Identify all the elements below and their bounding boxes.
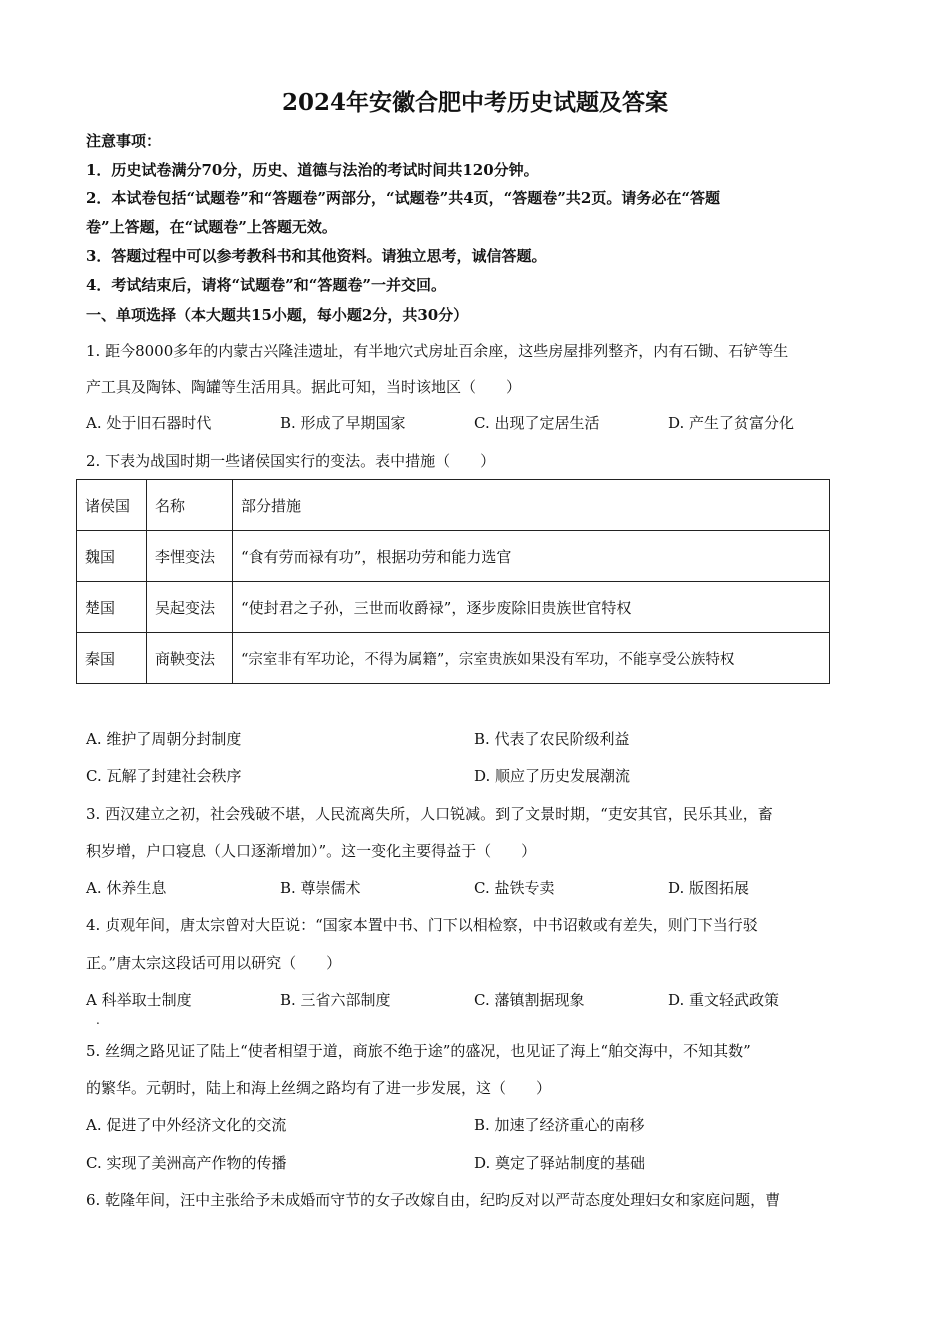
q5-stem-line-2: 的繁华。元朝时，陆上和海上丝绸之路均有了进一步发展，这（ ） [86,1079,552,1097]
q1-option-d: D. 产生了贫富分化 [668,414,795,432]
q4-option-c: C. 藩镇割据现象 [474,991,585,1009]
q1-option-c: C. 出现了定居生活 [474,414,600,432]
notice-item-3: 3．答题过程中可以参考教科书和其他资料。请独立思考，诚信答题。 [86,247,547,265]
q3-option-b: B. 尊崇儒术 [280,879,361,897]
table-row [77,531,830,582]
table-cell: 楚国 [77,582,147,633]
table-cell: “使封君之子孙，三世而收爵禄”，逐步废除旧贵族世官特权 [233,582,830,633]
q3-option-d: D. 版图拓展 [668,879,750,897]
table-row [77,633,830,684]
table-cell: 李悝变法 [147,531,233,582]
table-header-cell: 诸侯国 [77,480,147,531]
table-cell: 吴起变法 [147,582,233,633]
table-row [77,582,830,633]
table-cell: “食有劳而禄有功”，根据功劳和能力选官 [233,531,830,582]
reform-table [76,479,830,684]
q5-option-a: A. 促进了中外经济文化的交流 [86,1116,287,1134]
stray-dot: . [96,1013,100,1027]
q5-option-d: D. 奠定了驿站制度的基础 [474,1154,646,1172]
q2-option-b: B. 代表了农民阶级利益 [474,730,630,748]
table-header-cell: 部分措施 [233,480,830,531]
notice-item-2-cont: 卷”上答题，在“试题卷”上答题无效。 [86,218,337,236]
table-cell: 魏国 [77,531,147,582]
q5-option-b: B. 加速了经济重心的南移 [474,1116,645,1134]
table-cell: “宗室非有军功论，不得为属籍”，宗室贵族如果没有军功，不能享受公族特权 [233,633,830,684]
q1-stem-line-2: 产工具及陶钵、陶罐等生活用具。据此可知，当时该地区（ ） [86,378,522,396]
q1-stem-line-1: 1. 距今8000多年的内蒙古兴隆洼遗址，有半地穴式房址百余座，这些房屋排列整齐，内有石锄、石铲等生 [86,342,789,360]
notice-heading: 注意事项： [86,132,162,150]
table-header-cell: 名称 [147,480,233,531]
q1-option-a: A. 处于旧石器时代 [86,414,212,432]
q2-stem: 2. 下表为战国时期一些诸侯国实行的变法。表中措施（ ） [86,452,496,470]
q4-stem-line-1: 4. 贞观年间，唐太宗曾对大臣说：“国家本置中书、门下以相检察，中书诏敕或有差失，则门下当行驳 [86,916,758,934]
q2-option-a: A. 维护了周朝分封制度 [86,730,242,748]
q3-option-c: C. 盐铁专卖 [474,879,555,897]
q2-option-d: D. 顺应了历史发展潮流 [474,767,631,785]
q4-option-d: D. 重文轻武政策 [668,991,780,1009]
table-header-row [77,480,830,531]
q3-stem-line-2: 积岁增，户口寝息（人口逐渐增加）”。这一变化主要得益于（ ） [86,842,537,860]
notice-item-4: 4．考试结束后，请将“试题卷”和“答题卷”一并交回。 [86,276,446,294]
section-heading: 一、单项选择（本大题共15小题，每小题2分，共30分） [86,306,469,324]
page-title: 2024年安徽合肥中考历史试题及答案 [281,89,668,116]
q4-option-b: B. 三省六部制度 [280,991,391,1009]
table-cell: 秦国 [77,633,147,684]
q4-option-a: A 科举取士制度 [86,991,192,1009]
q3-option-a: A. 休养生息 [86,879,167,897]
notice-item-1: 1．历史试卷满分70分，历史、道德与法治的考试时间共120分钟。 [86,161,539,179]
q5-stem-line-1: 5. 丝绸之路见证了陆上“使者相望于道，商旅不绝于途”的盛况，也见证了海上“舶交海中，不知其数” [86,1042,751,1060]
q1-option-b: B. 形成了早期国家 [280,414,406,432]
q4-stem-line-2: 正。”唐太宗这段话可用以研究（ ） [86,954,342,972]
notice-item-2: 2．本试卷包括“试题卷”和“答题卷”两部分，“试题卷”共4页，“答题卷”共2页。请务必在“答题 [86,189,720,207]
q3-stem-line-1: 3. 西汉建立之初，社会残破不堪，人民流离失所，人口锐减。到了文景时期，“吏安其官，民乐其业，畜 [86,805,773,823]
table-cell: 商鞅变法 [147,633,233,684]
q5-option-c: C. 实现了美洲高产作物的传播 [86,1154,287,1172]
q6-stem-line-1: 6. 乾隆年间，汪中主张给予未成婚而守节的女子改嫁自由，纪昀反对以严苛态度处理妇女和家庭问题，曹 [86,1191,781,1209]
q2-option-c: C. 瓦解了封建社会秩序 [86,767,242,785]
